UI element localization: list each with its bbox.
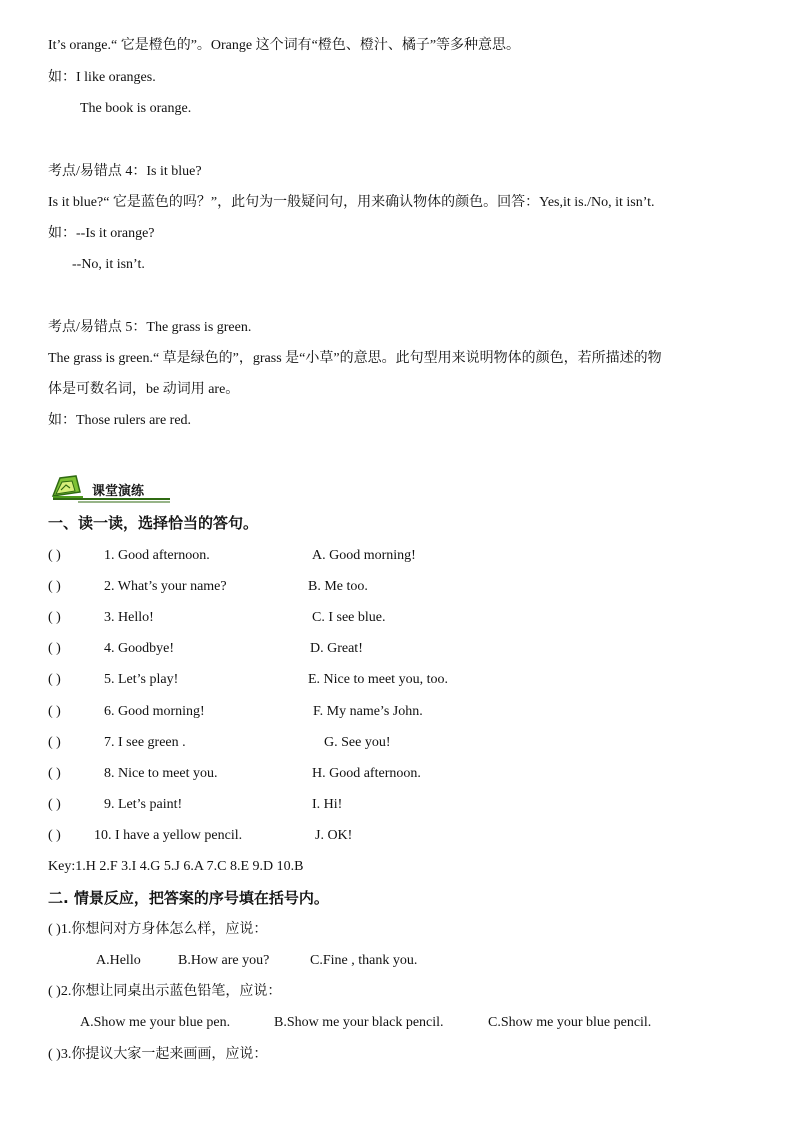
answer-option: C. I see blue. — [312, 610, 386, 625]
section2-q1-option-c: C.Fine , thank you. — [310, 953, 418, 968]
question-item: 1. Good afternoon. — [104, 548, 210, 563]
answer-blank: ( ) — [48, 672, 61, 687]
point4-line-2: 如：--Is it orange? — [48, 226, 155, 241]
answer-blank: ( ) — [48, 610, 61, 625]
section2-q2-option-b: B.Show me your black pencil. — [274, 1015, 444, 1030]
intro-line-3: The book is orange. — [80, 101, 192, 116]
section2-q1-option-b: B.How are you? — [178, 953, 270, 968]
answer-blank: ( ) — [48, 641, 61, 656]
section1-title: 一、读一读，选择恰当的答句。 — [48, 514, 259, 532]
point5-line-2: 体是可数名词，be 动词用 are。 — [48, 382, 240, 397]
answer-blank: ( ) — [48, 828, 61, 843]
section2-q2-option-a: A.Show me your blue pen. — [80, 1015, 231, 1030]
point5-line-3: 如：Those rulers are red. — [48, 413, 192, 428]
intro-line-2: 如：I like oranges. — [48, 70, 156, 85]
answer-option: H. Good afternoon. — [312, 766, 421, 781]
question-item: 5. Let’s play! — [104, 672, 179, 687]
point5-title: 考点/易错点 5：The grass is green. — [48, 320, 252, 335]
point4-title: 考点/易错点 4：Is it blue? — [48, 164, 202, 179]
question-item: 8. Nice to meet you. — [104, 766, 218, 781]
answer-blank: ( ) — [48, 548, 61, 563]
answer-option: B. Me too. — [308, 579, 368, 594]
answer-blank: ( ) — [48, 735, 61, 750]
answer-option: I. Hi! — [312, 797, 343, 812]
section2-question-2: ( )2.你想让同桌出示蓝色铅笔，应说： — [48, 984, 282, 999]
section2-q1-option-a: A.Hello — [96, 953, 141, 968]
intro-line-1: It’s orange.“ 它是橙色的”。Orange 这个词有“橙色、橙汁、橘子”等多种意思。 — [48, 38, 521, 53]
question-item: 6. Good morning! — [104, 704, 205, 719]
answer-blank: ( ) — [48, 797, 61, 812]
section2-question-1: ( )1.你想问对方身体怎么样，应说： — [48, 922, 268, 937]
section2-q2-option-c: C.Show me your blue pencil. — [488, 1015, 652, 1030]
point4-line-1: Is it blue?“ 它是蓝色的吗？”，此句为一般疑问句，用来确认物体的颜色。回答：Yes,it is./No, it isn’t. — [48, 195, 655, 210]
answer-blank: ( ) — [48, 766, 61, 781]
banner-label: 课堂演练 — [92, 484, 145, 499]
answer-option: F. My name’s John. — [313, 704, 423, 719]
section2-question-3: ( )3.你提议大家一起来画画，应说： — [48, 1047, 268, 1062]
question-item: 9. Let’s paint! — [104, 797, 183, 812]
point4-line-3: --No, it isn’t. — [72, 257, 145, 272]
question-item: 2. What’s your name? — [104, 579, 227, 594]
section2-title: 二. 情景反应，把答案的序号填在括号内。 — [48, 889, 329, 907]
answer-option: A. Good morning! — [312, 548, 416, 563]
question-item: 4. Goodbye! — [104, 641, 174, 656]
answer-option: D. Great! — [310, 641, 363, 656]
answer-option: J. OK! — [315, 828, 353, 843]
answer-option: E. Nice to meet you, too. — [308, 672, 448, 687]
point5-line-1: The grass is green.“ 草是绿色的”，grass 是“小草”的意思。此句型用来说明物体的颜色，若所描述的物 — [48, 351, 662, 366]
answer-key: Key:1.H 2.F 3.I 4.G 5.J 6.A 7.C 8.E 9.D 10.B — [48, 859, 304, 874]
question-item: 7. I see green . — [104, 735, 186, 750]
question-item: 3. Hello! — [104, 610, 154, 625]
question-item: 10. I have a yellow pencil. — [94, 828, 243, 843]
answer-blank: ( ) — [48, 579, 61, 594]
answer-option: G. See you! — [324, 735, 391, 750]
answer-blank: ( ) — [48, 704, 61, 719]
